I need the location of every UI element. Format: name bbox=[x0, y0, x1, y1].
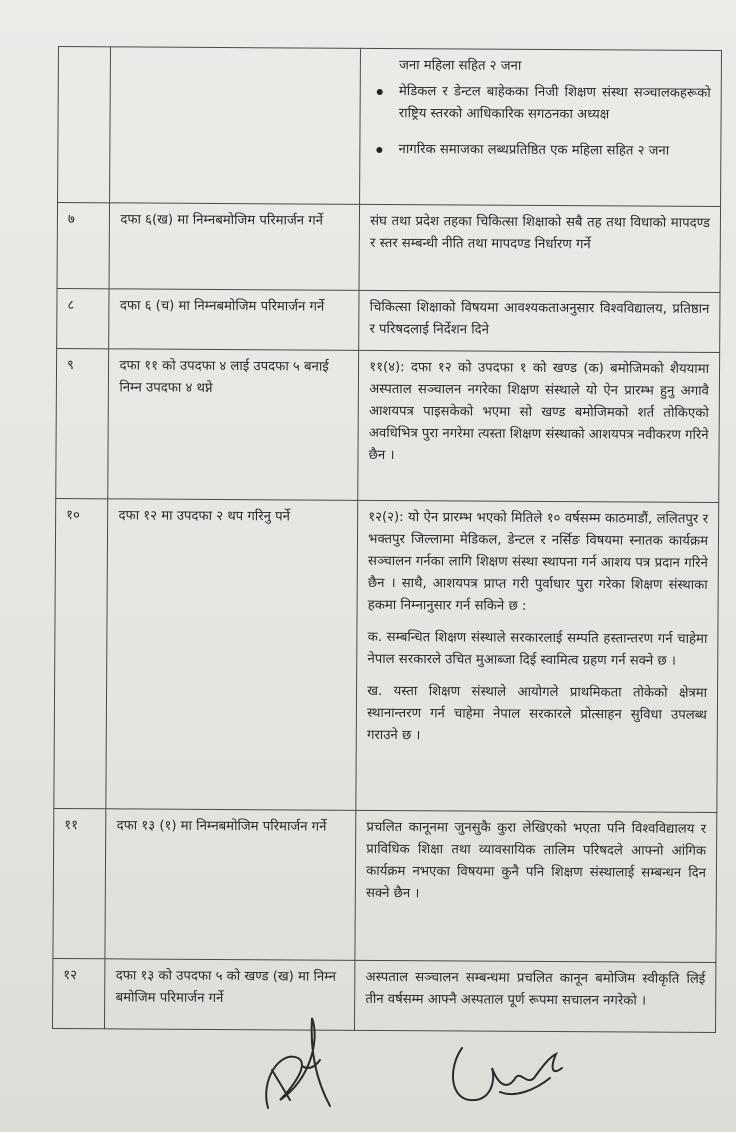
list-item: नागरिक समाजका लब्धप्रतिष्ठित एक महिला सहित २ जना bbox=[399, 139, 711, 163]
continued-text: जना महिला सहित २ जना bbox=[399, 58, 522, 74]
row-number: १२ bbox=[52, 958, 105, 1028]
section-reference: दफा १३ को उपदफा ५ को खण्ड (ख) मा निम्न बमोजिम परिमार्जन गर्ने bbox=[105, 959, 355, 1031]
table-row bbox=[54, 498, 719, 812]
row-number: ७ bbox=[57, 203, 110, 289]
section-reference: दफा १२ मा उपदफा २ थप गरिनु पर्ने bbox=[106, 499, 358, 811]
table-row bbox=[53, 808, 717, 962]
amendment-text bbox=[360, 48, 722, 206]
row-number bbox=[58, 47, 111, 203]
signatures bbox=[250, 1010, 550, 1120]
section-reference bbox=[110, 47, 361, 205]
paragraph: १२(२): यो ऐन प्रारम्भ भएको मितिले १० वर्षसम्म काठमाडौं, ललितपुर र भक्तपुर जिल्लामा मेडिकल, डेन्टल र नर्सिङ विषयमा स्नातक कार्यक्रम सञ्चालन गर्नका लागि शिक्षण संस्था स्थापना गर्न आशय पत्र प्रदान गरिने छैन । साथै, आशयपत्र प्राप्त गरी पुर्वाधार पुरा गरेका शिक्षण संस्थाका हकमा निम्नानुसार गर्न सकिने छ : bbox=[367, 509, 709, 614]
table-row bbox=[57, 288, 720, 352]
amendment-text bbox=[356, 500, 719, 812]
amendment-table bbox=[52, 46, 722, 1033]
signature-right bbox=[440, 1028, 580, 1118]
section-reference: दफा १३ (१) मा निम्नबमोजिम परिमार्जन गर्ने bbox=[105, 809, 356, 961]
amendment-text: प्रचलित कानूनमा जुनसुकै कुरा लेखिएको भएता पनि विश्वविद्यालय र प्राविधिक शिक्षा तथा व्यावसायिक तालिम परिषदले आफ्नो आंगिक कार्यक्रम नभएका विषयमा कुनै पनि शिक्षण संस्थालाई सम्बन्धन दिन सक्ने छैन । bbox=[355, 810, 717, 962]
row-number: ९ bbox=[56, 348, 109, 498]
paragraph: ख. यस्ता शिक्षण संस्थाले आयोगले प्राथमिकता तोकेको क्षेत्रमा स्थानान्तरण गर्न चाहेमा नेपाल सरकारले प्रोत्साहन सुविधा उपलब्ध गराउने छ । bbox=[366, 683, 708, 744]
paragraph: क. सम्बन्धित शिक्षण संस्थाले सरकारलाई सम्पति हस्तान्तरण गर्न चाहेमा नेपाल सरकारले उचित मुआब्जा दिई स्वामित्व ग्रहण गर्न सक्ने छ । bbox=[367, 629, 708, 669]
amendment-text: ११(४): दफा १२ को उपदफा १ को खण्ड (क) बमोजिमको शैययामा अस्पताल सञ्चालन नगरेका शिक्षण संस्थाले यो ऐन प्रारम्भ हुनु अगावै आशयपत्र पाइसकेको भएमा सो खण्ड बमोजिमको शर्त तोकिएको अवधिभित्र पुरा नगरेमा त्यस्ता शिक्षण संस्थाको आशयपत्र नवीकरण गरिने छैन । bbox=[358, 350, 720, 502]
bullet-list bbox=[371, 81, 711, 163]
section-reference: दफा ११ को उपदफा ४ लाई उपदफा ५ बनाई निम्न उपदफा ४ थप्ने bbox=[108, 349, 359, 501]
table-row bbox=[57, 203, 721, 293]
table-row bbox=[56, 348, 720, 502]
amendment-text: चिकित्सा शिक्षाको विषयमा आवश्यकताअनुसार विश्वविद्यालय, प्रतिष्ठान र परिषदलाई निर्देशन दिने bbox=[359, 290, 720, 352]
amendment-text: संघ तथा प्रदेश तहका चिकित्सा शिक्षाको सबै तह तथा विधाको मापदण्ड र स्तर सम्बन्धी नीति तथा मापदण्ड निर्धारण गर्ने bbox=[359, 204, 720, 292]
row-number: १० bbox=[54, 498, 108, 808]
row-number: ११ bbox=[53, 808, 106, 958]
table-row bbox=[58, 47, 722, 207]
section-reference: दफा ६(ख) मा निम्नबमोजिम परिमार्जन गर्ने bbox=[109, 203, 359, 291]
section-reference: दफा ६ (च) मा निम्नबमोजिम परिमार्जन गर्ने bbox=[109, 289, 359, 351]
amendment-text: अस्पताल सञ्चालन सम्बन्धमा प्रचलित कानून बमोजिम स्वीकृति लिई तीन वर्षसम्म आफ्नै अस्पताल पूर्ण रूपमा सचालन नगरेको । bbox=[355, 960, 716, 1032]
row-number: ८ bbox=[57, 288, 110, 348]
list-item: मेडिकल र डेन्टल बाहेकका निजी शिक्षण संस्था सञ्चालकहरूको राष्ट्रिय स्तरको आधिकारिक सगठनका अध्यक्ष bbox=[399, 81, 711, 127]
